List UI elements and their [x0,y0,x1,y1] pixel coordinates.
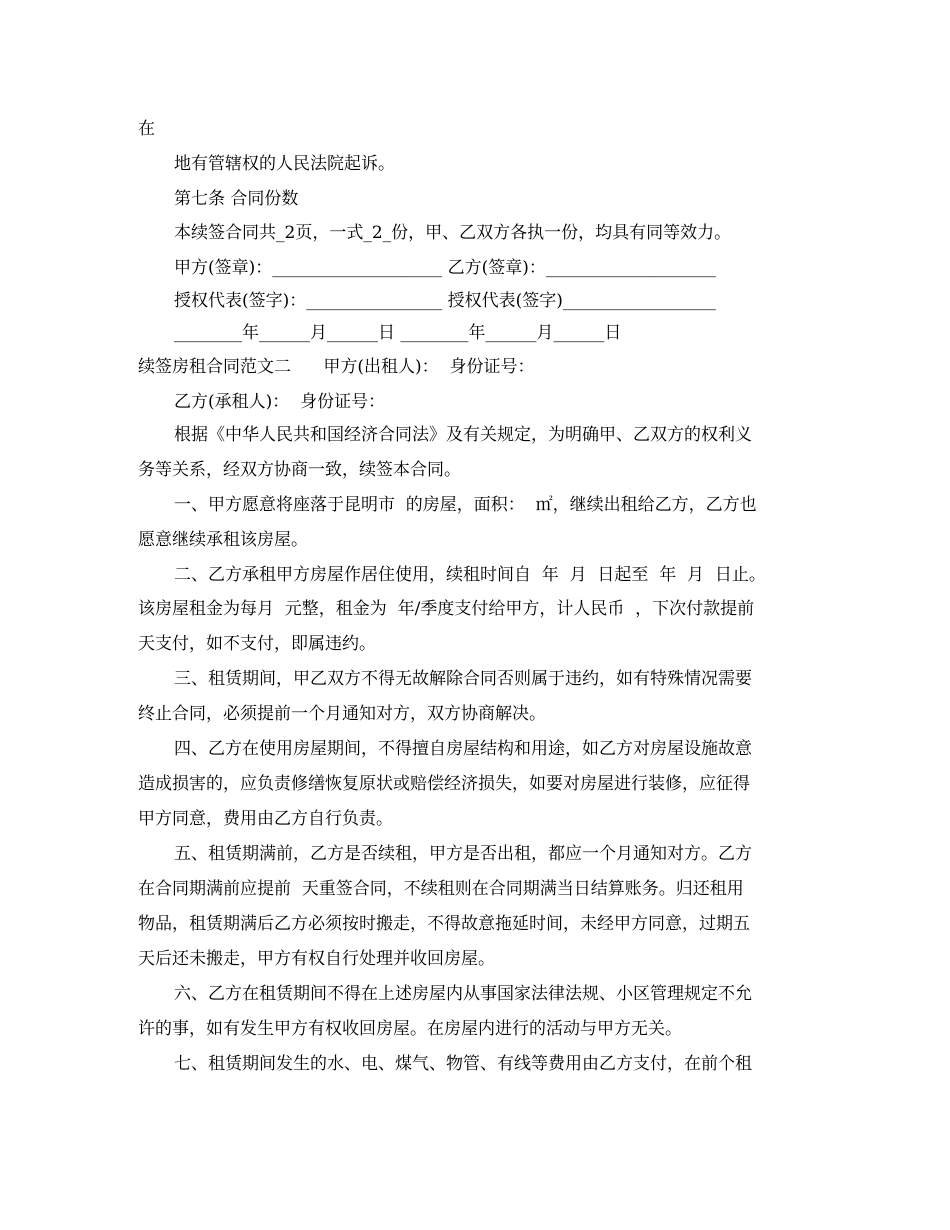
text-line: 务等关系，经双方协商一致，续签本合同。 [138,460,461,480]
text-line: 终止合同，必须提前一个月通知对方，双方协商解决。 [138,704,546,724]
document-title: 续签房租合同范文二 甲方(出租人)： 身份证号： [138,357,535,377]
text-line: 天支付，如不支付，即属违约。 [138,634,376,654]
signature-line: 甲方(签章)：____________________ 乙方(签章)：____________________ [174,258,716,278]
text-line: 乙方(承租人)： 身份证号： [174,392,386,412]
text-line: 造成损害的，应负责修缮恢复原状或赔偿经济损失，如要对房屋进行装修，应征得 [138,774,750,794]
text-line: 六、乙方在租赁期间不得在上述房屋内从事国家法律法规、小区管理规定不允 [174,984,752,1004]
text-line: 愿意继续承租该房屋。 [138,530,308,550]
text-line: 天后还未搬走，甲方有权自行处理并收回房屋。 [138,949,495,969]
section-heading: 第七条 合同份数 [174,189,299,209]
text-line: 七、租赁期间发生的水、电、煤气、物管、有线等费用由乙方支付，在前个租 [174,1054,752,1074]
text-line: 本续签合同共_2页，一式_2_份，甲、乙双方各执一份，均具有同等效力。 [174,223,732,243]
text-line: 甲方同意，费用由乙方自行负责。 [138,809,393,829]
text-line: 五、租赁期满前，乙方是否续租，甲方是否出租，都应一个月通知对方。乙方 [174,844,752,864]
text-line: 许的事，如有发生甲方有权收回房屋。在房屋内进行的活动与甲方无关。 [138,1019,682,1039]
text-line: 根据《中华人民共和国经济合同法》及有关规定，为明确甲、乙双方的权利义 [174,425,752,445]
text-line: 一、甲方愿意将座落于昆明市 的房屋，面积： ㎡，继续出租给乙方，乙方也 [174,495,757,515]
text-line: 在 [138,119,155,139]
signature-line: 授权代表(签字)：________________ 授权代表(签字)__________________ [174,291,716,311]
text-line: 在合同期满前应提前 天重签合同，不续租则在合同期满当日结算账务。归还租用 [138,879,744,899]
text-line: 三、租赁期间，甲乙双方不得无故解除合同否则属于违约，如有特殊情况需要 [174,669,752,689]
text-line: 地有管辖权的人民法院起诉。 [174,154,395,174]
text-line: 该房屋租金为每月 元整，租金为 年/季度支付给甲方，计人民币 ，下次付款提前 [138,599,755,619]
text-line: 物品，租赁期满后乙方必须按时搬走，不得故意拖延时间，未经甲方同意，过期五 [138,914,750,934]
text-line: 二、乙方承租甲方房屋作居住使用，续租时间自 年 月 日起至 年 月 日止。 [174,565,766,585]
date-line: ________年______月______日 ________年______月______日 [174,323,622,343]
text-line: 四、乙方在使用房屋期间，不得擅自房屋结构和用途，如乙方对房屋设施故意 [174,739,752,759]
